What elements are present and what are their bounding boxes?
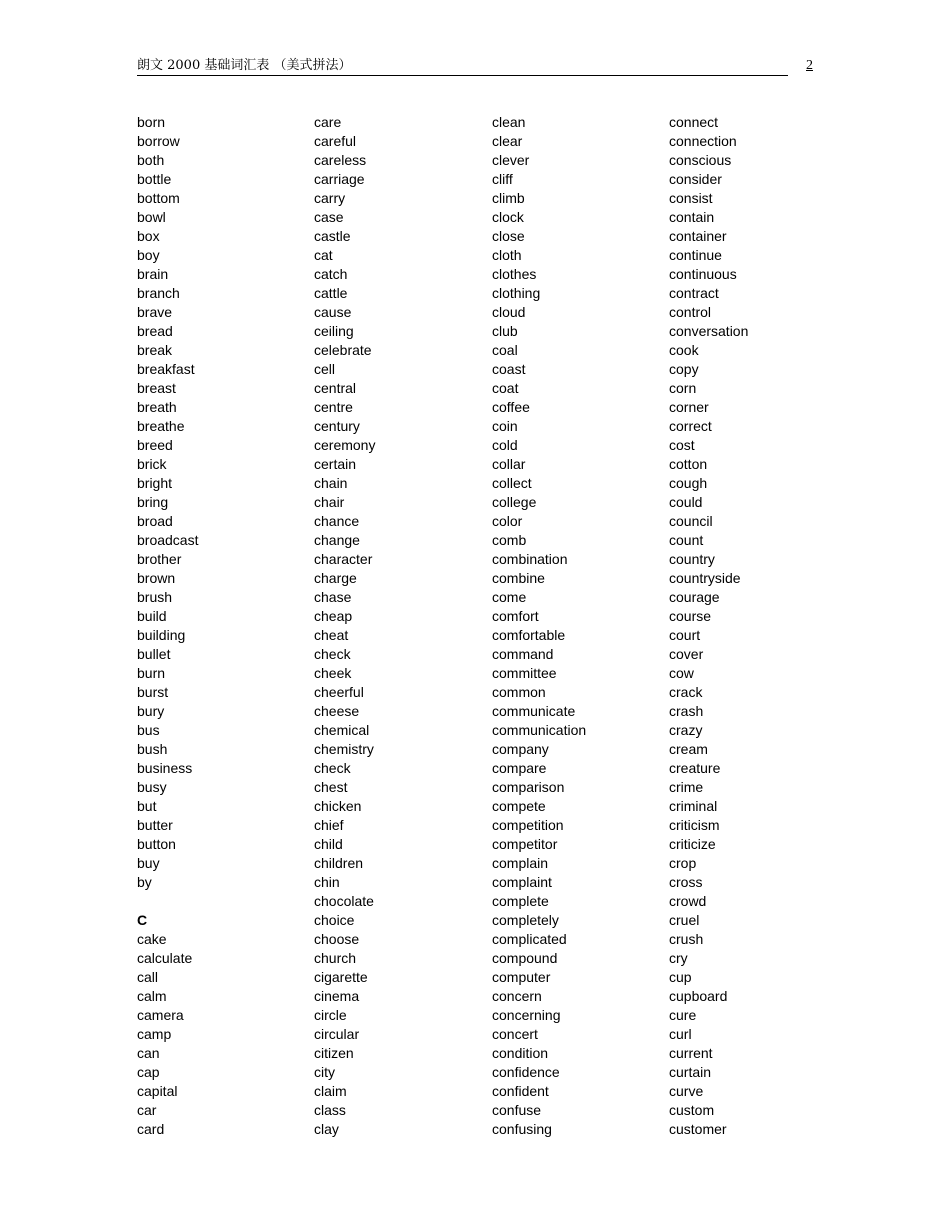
vocab-word: comfort (492, 608, 539, 624)
vocab-word: committee (492, 665, 557, 681)
vocab-word: chest (314, 779, 348, 795)
vocab-word: careful (314, 133, 357, 149)
word-column-2 (314, 113, 375, 1139)
vocab-word: claim (314, 1083, 347, 1099)
vocab-word: clock (492, 209, 524, 225)
vocab-word: chair (314, 494, 345, 510)
vocab-word: castle (314, 228, 351, 244)
vocab-word: check (314, 760, 351, 776)
vocab-word: curve (669, 1083, 704, 1099)
vocab-word: business (137, 760, 193, 776)
vocab-word: cough (669, 475, 708, 491)
vocab-word: combination (492, 551, 568, 567)
vocab-word: case (314, 209, 344, 225)
vocab-word: central (314, 380, 357, 396)
vocab-word: cotton (669, 456, 708, 472)
vocab-word: concert (492, 1026, 538, 1042)
vocab-word: concern (492, 988, 542, 1004)
vocab-word: criticism (669, 817, 720, 833)
vocab-word: born (137, 114, 166, 130)
vocab-word: crush (669, 931, 704, 947)
vocab-word: correct (669, 418, 712, 434)
vocab-word: crowd (669, 893, 707, 909)
vocab-word: brick (137, 456, 167, 472)
page-number: 2 (806, 58, 813, 73)
vocab-word: brush (137, 589, 173, 605)
vocab-word: butter (137, 817, 173, 833)
vocab-word: coin (492, 418, 518, 434)
vocab-word: cinema (314, 988, 360, 1004)
vocab-word: chemical (314, 722, 370, 738)
vocab-word: compete (492, 798, 546, 814)
vocab-word: choice (314, 912, 355, 928)
vocab-word: clothes (492, 266, 537, 282)
vocab-word: cheese (314, 703, 360, 719)
vocab-word: complain (492, 855, 549, 871)
vocab-word: brave (137, 304, 173, 320)
vocab-word: can (137, 1045, 160, 1061)
vocab-word: brother (137, 551, 182, 567)
vocab-word: criticize (669, 836, 716, 852)
vocab-word: capital (137, 1083, 178, 1099)
vocab-word: concerning (492, 1007, 561, 1023)
vocab-word: cliff (492, 171, 513, 187)
vocab-word: celebrate (314, 342, 372, 358)
vocab-word: connection (669, 133, 737, 149)
vocab-word: catch (314, 266, 348, 282)
vocab-word: coat (492, 380, 519, 396)
vocab-word: compound (492, 950, 558, 966)
vocab-word: cross (669, 874, 703, 890)
vocab-word: countryside (669, 570, 741, 586)
vocab-word: completely (492, 912, 559, 928)
vocab-word: bush (137, 741, 168, 757)
vocab-word: by (137, 874, 152, 890)
vocab-word: condition (492, 1045, 549, 1061)
vocab-word: cattle (314, 285, 348, 301)
vocab-word: cloth (492, 247, 522, 263)
vocab-word: change (314, 532, 360, 548)
vocab-word: cook (669, 342, 699, 358)
vocab-word: communicate (492, 703, 576, 719)
vocab-word: borrow (137, 133, 180, 149)
vocab-word: broadcast (137, 532, 199, 548)
vocab-word: breast (137, 380, 176, 396)
vocab-word: coast (492, 361, 526, 377)
vocab-word: boy (137, 247, 160, 263)
vocab-word: calm (137, 988, 167, 1004)
vocab-word: choose (314, 931, 360, 947)
vocab-word: company (492, 741, 549, 757)
vocab-word: character (314, 551, 373, 567)
vocab-word: buy (137, 855, 160, 871)
vocab-word: care (314, 114, 342, 130)
vocab-word: cheat (314, 627, 349, 643)
vocab-word: bring (137, 494, 169, 510)
vocab-word: certain (314, 456, 357, 472)
vocab-word: cap (137, 1064, 160, 1080)
vocab-word: confusing (492, 1121, 552, 1137)
vocab-word: clever (492, 152, 530, 168)
vocab-word: child (314, 836, 343, 852)
vocab-word: cloud (492, 304, 526, 320)
vocab-word: bread (137, 323, 173, 339)
vocab-word: cake (137, 931, 167, 947)
vocab-word: burn (137, 665, 166, 681)
vocab-word: brain (137, 266, 169, 282)
vocab-word: current (669, 1045, 713, 1061)
vocab-word: carriage (314, 171, 365, 187)
vocab-word: cost (669, 437, 695, 453)
section-letter: C (137, 912, 148, 928)
vocab-word: chief (314, 817, 344, 833)
vocab-word: break (137, 342, 173, 358)
word-column-3 (492, 113, 586, 1139)
vocab-word: cover (669, 646, 704, 662)
vocab-word: confuse (492, 1102, 542, 1118)
vocab-word: button (137, 836, 176, 852)
vocab-word: circular (314, 1026, 360, 1042)
vocab-word: conversation (669, 323, 749, 339)
vocab-word: control (669, 304, 712, 320)
vocab-word: continuous (669, 266, 737, 282)
vocab-word: coal (492, 342, 518, 358)
vocab-word: city (314, 1064, 335, 1080)
vocab-word: competition (492, 817, 564, 833)
vocab-word: curl (669, 1026, 692, 1042)
vocab-word: court (669, 627, 701, 643)
vocab-word: complete (492, 893, 549, 909)
vocab-word: comparison (492, 779, 565, 795)
vocab-word: breathe (137, 418, 185, 434)
vocab-word: cigarette (314, 969, 368, 985)
blank-line (137, 892, 198, 911)
vocab-word: collect (492, 475, 532, 491)
vocab-word: complaint (492, 874, 552, 890)
vocab-word: collar (492, 456, 526, 472)
vocab-word: check (314, 646, 351, 662)
vocab-word: cell (314, 361, 336, 377)
vocab-word: curtain (669, 1064, 712, 1080)
vocab-word: crop (669, 855, 697, 871)
vocab-word: crime (669, 779, 704, 795)
vocab-word: cruel (669, 912, 700, 928)
vocab-word: bright (137, 475, 173, 491)
word-column-1 (137, 113, 198, 1139)
vocab-word: ceremony (314, 437, 376, 453)
vocab-word: chicken (314, 798, 362, 814)
vocab-word: branch (137, 285, 180, 301)
vocab-word: burst (137, 684, 169, 700)
vocab-word: contract (669, 285, 719, 301)
vocab-word: chin (314, 874, 340, 890)
vocab-word: cow (669, 665, 694, 681)
vocab-word: century (314, 418, 360, 434)
vocab-word: class (314, 1102, 346, 1118)
vocab-word: chocolate (314, 893, 374, 909)
header-title: 朗文 2000 基础词汇表 （美式拼法） (137, 58, 352, 73)
vocab-word: bullet (137, 646, 171, 662)
vocab-word: conscious (669, 152, 732, 168)
vocab-word: cold (492, 437, 518, 453)
vocab-word: college (492, 494, 537, 510)
vocab-word: cheap (314, 608, 353, 624)
vocab-word: cry (669, 950, 688, 966)
vocab-word: children (314, 855, 364, 871)
vocab-word: box (137, 228, 160, 244)
vocab-word: cream (669, 741, 708, 757)
vocab-word: customer (669, 1121, 727, 1137)
vocab-word: calculate (137, 950, 193, 966)
vocab-word: breed (137, 437, 173, 453)
vocab-word: card (137, 1121, 165, 1137)
vocab-word: come (492, 589, 527, 605)
vocab-word: building (137, 627, 186, 643)
vocab-word: bottle (137, 171, 172, 187)
vocab-word: crash (669, 703, 704, 719)
vocab-word: ceiling (314, 323, 354, 339)
vocab-word: brown (137, 570, 176, 586)
vocab-word: chain (314, 475, 348, 491)
vocab-word: copy (669, 361, 699, 377)
vocab-word: crazy (669, 722, 703, 738)
vocab-word: compare (492, 760, 547, 776)
vocab-word: cure (669, 1007, 697, 1023)
vocab-word: bottom (137, 190, 180, 206)
vocab-word: climb (492, 190, 525, 206)
vocab-word: bus (137, 722, 160, 738)
vocab-word: confidence (492, 1064, 560, 1080)
vocab-word: chance (314, 513, 360, 529)
vocab-word: close (492, 228, 525, 244)
vocab-word: country (669, 551, 715, 567)
vocab-word: crack (669, 684, 703, 700)
vocab-word: club (492, 323, 518, 339)
vocab-word: color (492, 513, 523, 529)
vocab-word: combine (492, 570, 545, 586)
vocab-word: cheek (314, 665, 352, 681)
vocab-word: church (314, 950, 357, 966)
vocab-word: council (669, 513, 713, 529)
word-column-4 (669, 113, 748, 1139)
vocab-word: comb (492, 532, 527, 548)
vocab-word: charge (314, 570, 357, 586)
vocab-word: bury (137, 703, 165, 719)
vocab-word: communication (492, 722, 587, 738)
vocab-word: build (137, 608, 167, 624)
vocab-word: custom (669, 1102, 715, 1118)
vocab-word: carry (314, 190, 346, 206)
vocab-word: command (492, 646, 554, 662)
vocab-word: complicated (492, 931, 567, 947)
vocab-word: cup (669, 969, 692, 985)
vocab-word: clean (492, 114, 526, 130)
vocab-word: clothing (492, 285, 541, 301)
vocab-word: call (137, 969, 159, 985)
vocab-word: consider (669, 171, 722, 187)
vocab-word: citizen (314, 1045, 354, 1061)
vocab-word: computer (492, 969, 551, 985)
vocab-word: clear (492, 133, 523, 149)
vocab-word: criminal (669, 798, 718, 814)
vocab-word: cat (314, 247, 333, 263)
vocab-word: camp (137, 1026, 172, 1042)
vocab-word: busy (137, 779, 167, 795)
vocab-word: circle (314, 1007, 347, 1023)
vocab-word: chemistry (314, 741, 374, 757)
vocab-word: cupboard (669, 988, 728, 1004)
vocab-word: comfortable (492, 627, 566, 643)
vocab-word: competitor (492, 836, 558, 852)
vocab-word: corner (669, 399, 709, 415)
vocab-word: both (137, 152, 165, 168)
vocab-word: continue (669, 247, 722, 263)
vocab-word: common (492, 684, 546, 700)
vocab-word: camera (137, 1007, 184, 1023)
vocab-word: course (669, 608, 712, 624)
vocab-word: broad (137, 513, 173, 529)
vocab-word: car (137, 1102, 157, 1118)
vocab-word: cheerful (314, 684, 364, 700)
vocab-word: confident (492, 1083, 549, 1099)
vocab-word: corn (669, 380, 697, 396)
page-header (137, 57, 788, 76)
vocab-word: container (669, 228, 727, 244)
vocab-word: could (669, 494, 703, 510)
vocab-word: cause (314, 304, 352, 320)
vocab-word: consist (669, 190, 713, 206)
vocab-word: count (669, 532, 704, 548)
vocab-word: careless (314, 152, 367, 168)
vocab-word: centre (314, 399, 353, 415)
vocab-word: creature (669, 760, 721, 776)
vocab-word: bowl (137, 209, 166, 225)
vocab-word: chase (314, 589, 352, 605)
vocab-word: breath (137, 399, 177, 415)
vocab-word: but (137, 798, 157, 814)
vocab-word: connect (669, 114, 719, 130)
vocab-word: contain (669, 209, 715, 225)
vocab-word: coffee (492, 399, 530, 415)
vocab-word: breakfast (137, 361, 195, 377)
vocab-word: courage (669, 589, 720, 605)
vocab-word: clay (314, 1121, 339, 1137)
